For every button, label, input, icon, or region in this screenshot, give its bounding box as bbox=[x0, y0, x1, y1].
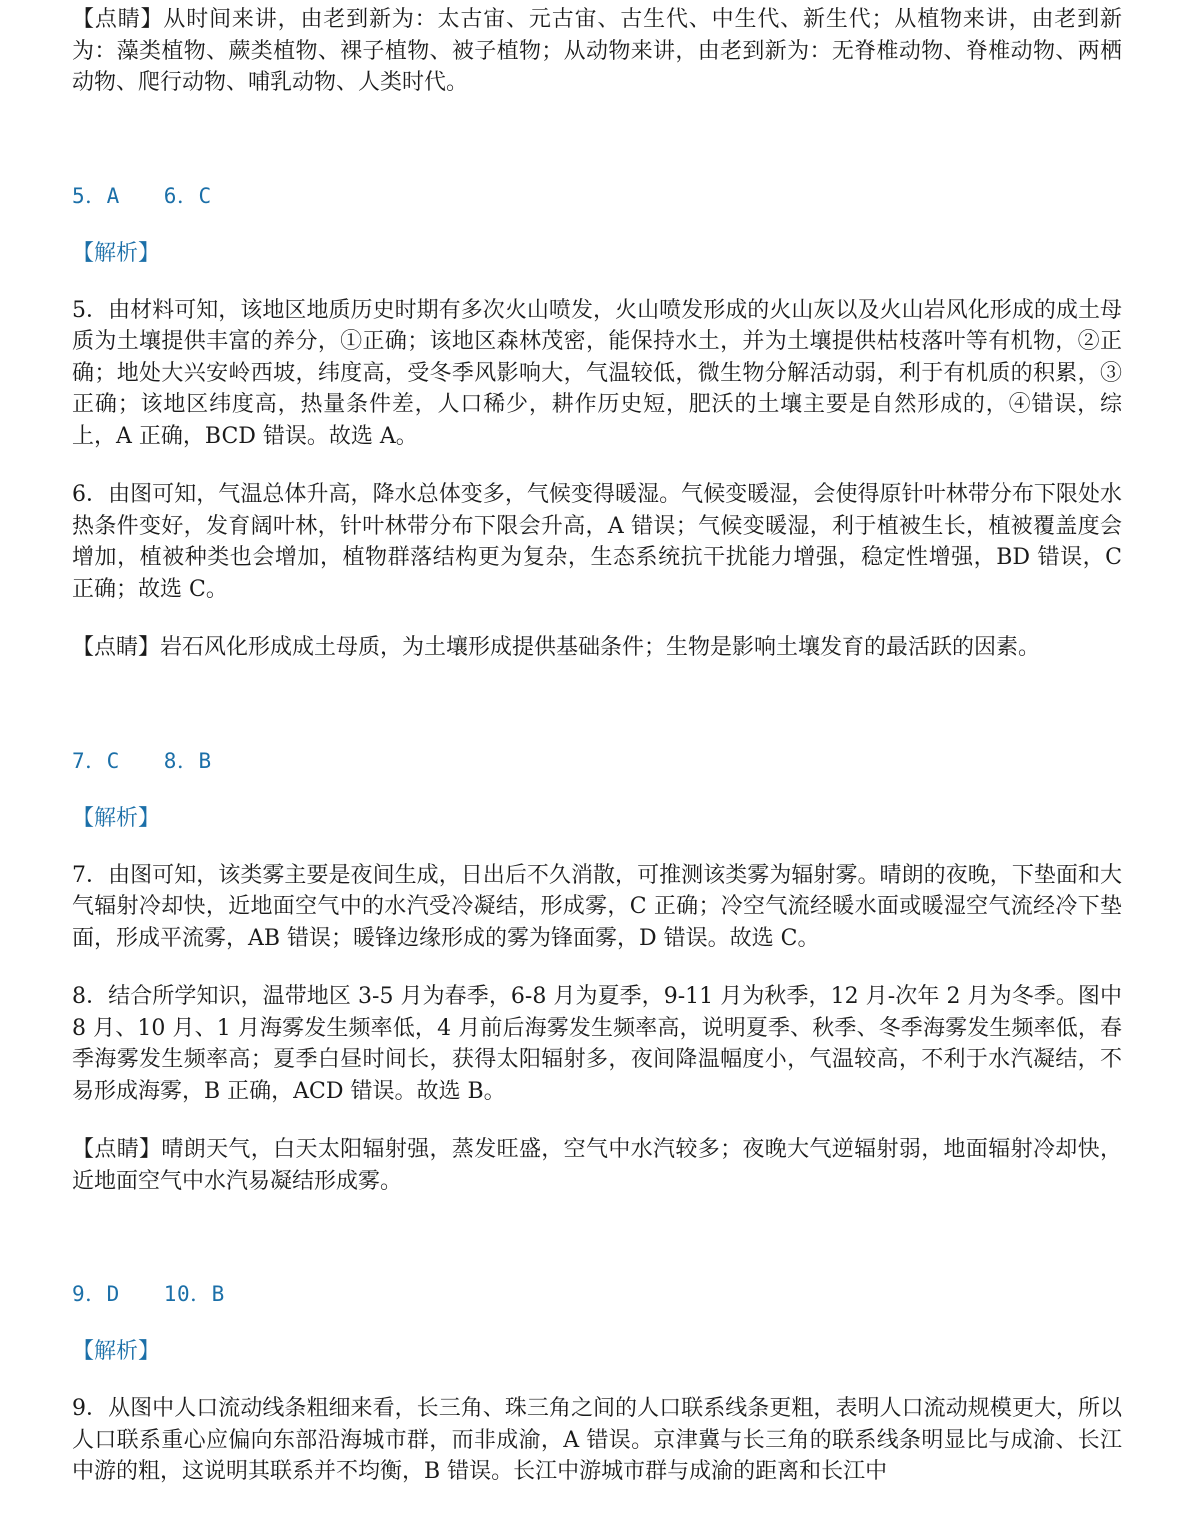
spacer bbox=[72, 1310, 1122, 1336]
analysis-paragraph-7: 7．由图可知，该类雾主要是夜间生成，日出后不久消散，可推测该类雾为辐射雾。晴朗的夜晚，下垫面和大气辐射冷却快，近地面空气中的水汽受冷凝结，形成雾，C 正确；冷空气流经暖水面或暖湿空气流经冷下垫面，形成平流雾，AB 错误；暖锋边缘形成的雾为锋面雾，D 错误。故选 C。 bbox=[72, 862, 1122, 951]
tip-paragraph-soil: 【点睛】岩石风化形成成土母质，为土壤形成提供基础条件；生物是影响土壤发育的最活跃的因素。 bbox=[72, 635, 1041, 660]
spacer bbox=[72, 269, 1122, 295]
analysis-paragraph-9: 9．从图中人口流动线条粗细来看，长三角、珠三角之间的人口联系线条更粗，表明人口流动规模更大，所以人口联系重心应偏向东部沿海城市群，而非成渝，A 错误。京津冀与长三角的联系线条明显比与成渝、长江中游的粗，这说明其联系并不均衡，B 错误。长江中游城市群与成渝的距离和长江中 bbox=[72, 1396, 1122, 1484]
answer-8: 8．B bbox=[163, 748, 212, 773]
analysis-heading: 【解析】 bbox=[72, 805, 161, 831]
spacer bbox=[72, 664, 1122, 746]
answer-line-7-8 bbox=[72, 746, 1122, 777]
tip-paragraph-geologic-time: 【点睛】从时间来讲，由老到新为：太古宙、元古宙、古生代、中生代、新生代；从植物来讲，由老到新为：藻类植物、蕨类植物、裸子植物、被子植物；从动物来讲，由老到新为：无脊椎动物、脊椎动物、两栖动物、爬行动物、哺乳动物、人类时代。 bbox=[72, 7, 1122, 95]
spacer bbox=[72, 834, 1122, 860]
analysis-paragraph-5: 5．由材料可知，该地区地质历史时期有多次火山喷发，火山喷发形成的火山灰以及火山岩风化形成的成土母质为土壤提供丰富的养分，①正确；该地区森林茂密，能保持水土，并为土壤提供枯枝落叶等有机物，②正确；地处大兴安岭西坡，纬度高，受冬季风影响大，气温较低，微生物分解活动弱，利于有机质的积累，③正确；该地区纬度高，热量条件差，人口稀少，耕作历史短，肥沃的土壤主要是自然形成的，④错误，综上，A 正确，BCD 错误。故选 A。 bbox=[72, 297, 1122, 449]
tip-paragraph-fog: 【点睛】晴朗天气，白天太阳辐射强，蒸发旺盛，空气中水汽较多；夜晚大气逆辐射弱，地面辐射冷却快，近地面空气中水汽易凝结形成雾。 bbox=[72, 1137, 1122, 1194]
spacer bbox=[72, 954, 1122, 981]
analysis-heading: 【解析】 bbox=[72, 240, 161, 266]
spacer bbox=[72, 777, 1122, 803]
document-page bbox=[72, 4, 1122, 1488]
analysis-paragraph-6: 6．由图可知，气温总体升高，降水总体变多，气候变得暖湿。气候变暖湿，会使得原针叶林带分布下限处水热条件变好，发育阔叶林，针叶林带分布下限会升高，A 错误；气候变暖湿，利于植被生长，植被覆盖度会增加，植被种类也会增加，植物群落结构更为复杂，生态系统抗干扰能力增强，稳定性增强，BD 错误，C 正确；故选 C。 bbox=[72, 482, 1122, 602]
answer-line-5-6 bbox=[72, 181, 1122, 212]
answer-10: 10．B bbox=[163, 1282, 225, 1306]
spacer bbox=[72, 99, 1122, 181]
answer-line-9-10 bbox=[72, 1279, 1122, 1310]
spacer bbox=[72, 1197, 1122, 1279]
spacer bbox=[72, 452, 1122, 479]
answer-6: 6．C bbox=[163, 183, 212, 208]
analysis-heading: 【解析】 bbox=[72, 1339, 161, 1364]
spacer bbox=[72, 605, 1122, 632]
spacer bbox=[72, 1367, 1122, 1393]
answer-7: 7．C bbox=[72, 748, 120, 773]
spacer bbox=[72, 212, 1122, 238]
analysis-paragraph-8: 8．结合所学知识，温带地区 3-5 月为春季，6-8 月为夏季，9-11 月为秋季，12 月-次年 2 月为冬季。图中 8 月、10 月、1 月海雾发生频率低，4 月前后海雾发生频率高，说明夏季、秋季、冬季海雾发生频率低，春季海雾发生频率高；夏季白昼时间长，获得太阳辐射多，夜间降温幅度小，气温较高，不利于水汽凝结，不易形成海雾，B 正确，ACD 错误。故选 B。 bbox=[72, 984, 1122, 1104]
answer-9: 9．D bbox=[72, 1282, 120, 1306]
answer-5: 5．A bbox=[72, 183, 120, 208]
spacer bbox=[72, 1107, 1122, 1134]
